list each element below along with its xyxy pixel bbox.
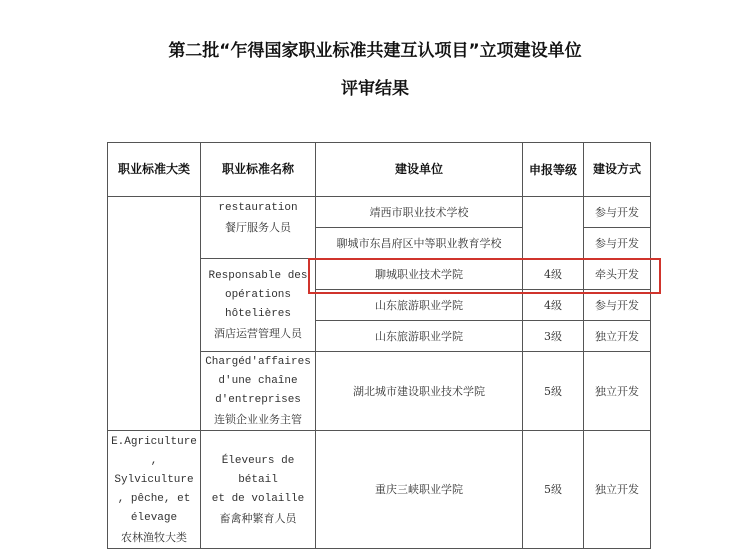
standard-fr: d'entreprises — [215, 394, 301, 406]
table-row — [108, 431, 651, 549]
unit-cell: 山东旅游职业学院 — [316, 321, 523, 352]
category-fr: , — [150, 454, 158, 467]
level-cell: 3级 — [523, 321, 584, 352]
standard-zh: 连锁企业业务主管 — [214, 413, 302, 426]
mode-cell: 参与开发 — [584, 228, 651, 259]
mode-cell: 参与开发 — [584, 290, 651, 321]
header-unit: 建设单位 — [316, 143, 523, 197]
header-mode: 建设方式 — [584, 143, 651, 197]
results-table — [107, 142, 651, 549]
document-subtitle: 评审结果 — [341, 79, 409, 99]
category-cell-empty — [108, 197, 201, 431]
mode-cell: 独立开发 — [584, 352, 651, 431]
unit-cell: 聊城市东昌府区中等职业教育学校 — [316, 228, 523, 259]
mode-cell: 独立开发 — [584, 431, 651, 549]
category-zh: 农林渔牧大类 — [121, 530, 187, 544]
standard-name-cell — [201, 431, 316, 549]
level-cell — [523, 197, 584, 259]
category-cell — [108, 431, 201, 549]
standard-fr: opérations — [224, 289, 291, 301]
standard-fr: restauration — [218, 202, 298, 214]
unit-cell: 重庆三峡职业学院 — [316, 431, 523, 549]
standard-fr: Responsable des — [208, 270, 308, 282]
table-header-row — [108, 143, 651, 197]
standard-fr: Éleveurs de bétail — [221, 454, 295, 486]
unit-cell: 聊城职业技术学院 — [316, 259, 523, 290]
standard-zh: 酒店运营管理人员 — [214, 327, 302, 340]
unit-cell: 湖北城市建设职业技术学院 — [316, 352, 523, 431]
header-standard-name: 职业标准名称 — [201, 143, 316, 197]
level-cell: 5级 — [523, 431, 584, 549]
standard-name-cell — [201, 259, 316, 352]
standard-name-cell — [201, 352, 316, 431]
standard-fr: d'une chaîne — [218, 375, 298, 387]
standard-name-cell — [201, 197, 316, 259]
level-cell: 5级 — [523, 352, 584, 431]
standard-fr: et de volaille — [211, 492, 305, 505]
table-row — [108, 197, 651, 228]
category-fr: Sylviculture — [114, 473, 194, 486]
category-fr: , pêche, et — [117, 492, 191, 505]
level-cell: 4级 — [523, 290, 584, 321]
category-fr: élevage — [130, 511, 178, 524]
standard-zh: 畜禽种繁育人员 — [219, 511, 297, 525]
mode-cell: 参与开发 — [584, 197, 651, 228]
level-cell: 4级 — [523, 259, 584, 290]
standard-fr: hôtelières — [224, 308, 291, 320]
header-level: 申报等级 — [523, 143, 584, 197]
document-title: 第二批“乍得国家职业标准共建互认项目”立项建设单位 — [168, 41, 582, 61]
mode-cell: 独立开发 — [584, 321, 651, 352]
mode-cell: 牵头开发 — [584, 259, 651, 290]
highlight-box — [308, 258, 661, 294]
standard-fr: Chargéd'affaires — [205, 356, 311, 368]
header-category: 职业标准大类 — [108, 143, 201, 197]
unit-cell: 靖西市职业技术学校 — [316, 197, 523, 228]
unit-cell: 山东旅游职业学院 — [316, 290, 523, 321]
standard-zh: 餐厅服务人员 — [225, 221, 291, 234]
category-fr: E.Agriculture — [111, 435, 197, 448]
